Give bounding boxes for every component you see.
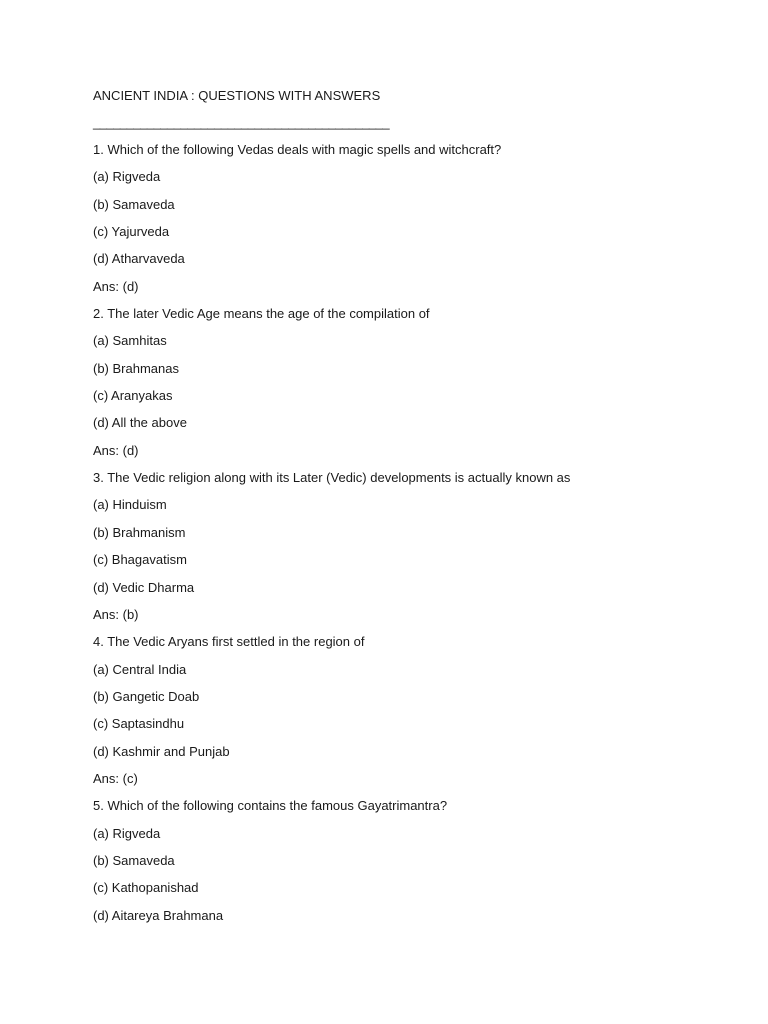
option-text: (c) Yajurveda xyxy=(93,224,170,240)
answer-text: Ans: (b) xyxy=(93,606,139,622)
question-text: 2. The later Vedic Age means the age of the compilation of xyxy=(93,306,430,322)
option-text: (b) Brahmanism xyxy=(93,524,186,540)
answer-text: Ans: (d) xyxy=(93,278,139,294)
option-text: (d) Kashmir and Punjab xyxy=(93,743,230,759)
option-text: (d) All the above xyxy=(93,415,187,431)
option-text: (c) Kathopanishad xyxy=(93,880,199,896)
option-text: (d) Atharvaveda xyxy=(93,251,185,267)
option-text: (b) Brahmanas xyxy=(93,360,179,376)
question-text: 4. The Vedic Aryans first settled in the region of xyxy=(93,634,365,650)
option-text: (a) Rigveda xyxy=(93,169,161,185)
question-text: 1. Which of the following Vedas deals with magic spells and witchcraft? xyxy=(93,142,502,157)
option-text: (a) Central India xyxy=(93,661,187,677)
option-text: (a) Samhitas xyxy=(93,333,167,349)
option-text: (c) Saptasindhu xyxy=(93,716,185,732)
answer-text: Ans: (d) xyxy=(93,442,139,458)
option-text: (c) Aranyakas xyxy=(93,388,173,404)
document-title: ANCIENT INDIA : QUESTIONS WITH ANSWERS xyxy=(93,88,381,103)
option-text: (a) Hinduism xyxy=(93,497,167,513)
option-text: (d) Vedic Dharma xyxy=(93,579,195,595)
answer-text: Ans: (c) xyxy=(93,770,138,786)
document-content xyxy=(93,87,733,924)
question-text: 3. The Vedic religion along with its Later (Vedic) developments is actually known as xyxy=(93,470,571,486)
title-underline: ____________________________________________ xyxy=(93,115,390,130)
option-text: (b) Samaveda xyxy=(93,852,175,868)
option-text: (b) Gangetic Doab xyxy=(93,688,200,704)
option-text: (c) Bhagavatism xyxy=(93,552,187,568)
question-text: 5. Which of the following contains the famous Gayatrimantra? xyxy=(93,798,448,814)
option-text: (d) Aitareya Brahmana xyxy=(93,907,224,923)
option-text: (a) Rigveda xyxy=(93,825,161,841)
option-text: (b) Samaveda xyxy=(93,196,175,212)
